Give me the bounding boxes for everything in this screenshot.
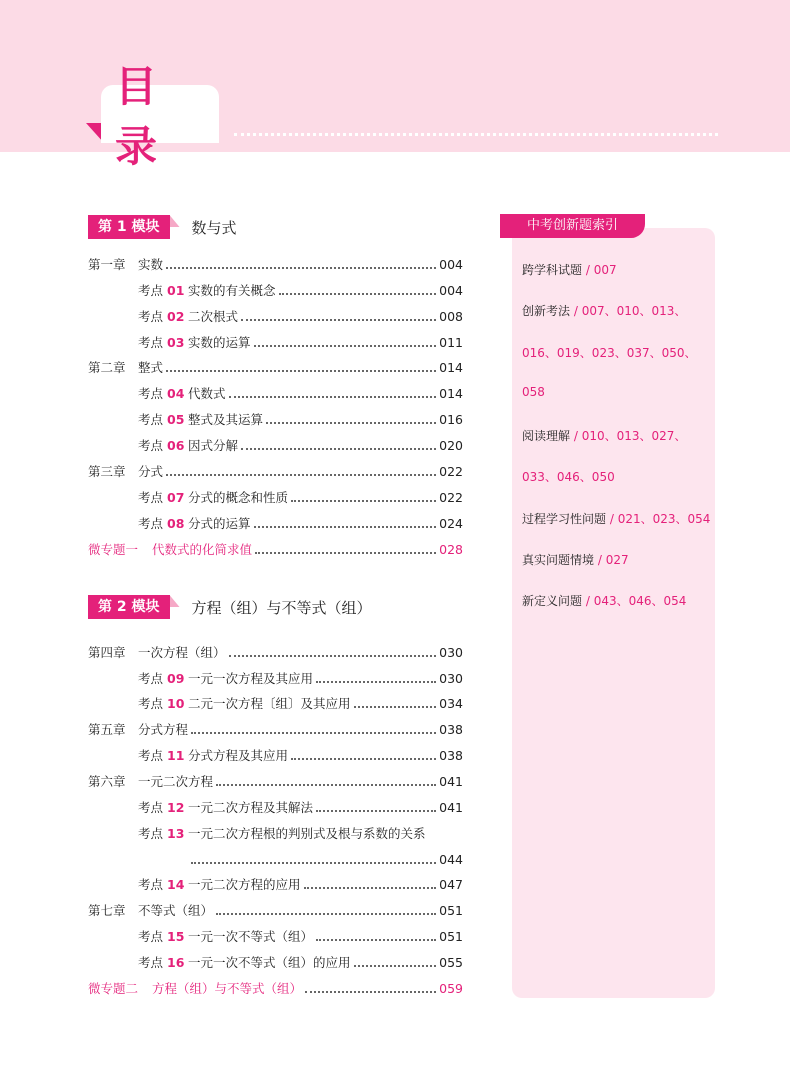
kaodian-label: 考点 08 [138,516,185,531]
leader-dots [354,957,437,967]
page-number: 014 [439,385,463,401]
leader-dots [191,854,436,864]
leader-dots [166,259,436,269]
page-number: 011 [439,334,463,350]
kaodian-number: 14 [167,877,185,892]
leader-dots [291,492,436,502]
special-topic-label: 微专题二 [88,981,139,996]
page-number: 044 [439,851,463,867]
toc-entry[interactable] [138,384,463,402]
kaodian-number: 03 [167,335,185,350]
page-number: 004 [439,256,463,272]
kaodian-title: 因式分解 [188,438,239,453]
toc-entry[interactable] [138,333,463,351]
page-number: 055 [439,954,463,970]
kaodian-number: 11 [167,748,185,763]
chapter-number: 第三章 [88,464,126,479]
index-pages: / 027 [594,553,629,567]
module-title: 数与式 [191,218,237,237]
toc-entry[interactable] [138,953,463,971]
toc-entry[interactable] [138,410,463,428]
kaodian-number: 13 [167,826,185,841]
page-number: 034 [439,695,463,711]
kaodian-number: 15 [167,929,185,944]
toc-entry[interactable] [138,488,463,506]
kaodian-title: 分式方程及其应用 [188,748,289,763]
chapter-title: 整式 [138,360,164,375]
page-number: 030 [439,644,463,660]
kaodian-title: 实数的有关概念 [188,283,276,298]
toc-entry[interactable] [138,798,463,816]
toc-entry[interactable] [138,694,463,712]
leader-dots [241,440,436,450]
index-label: 过程学习性问题 [522,512,607,526]
leader-dots [255,544,436,554]
kaodian-title: 分式的运算 [188,516,251,531]
leader-dots [216,905,436,915]
kaodian-label: 考点 02 [138,309,185,324]
index-item[interactable] [522,261,617,278]
chapter-title: 不等式（组） [138,903,214,918]
page-number: 051 [439,902,463,918]
kaodian-label: 考点 11 [138,748,185,763]
kaodian-number: 06 [167,438,185,453]
chapter-title: 实数 [138,257,164,272]
toc-entry[interactable] [138,875,463,893]
kaodian-title: 一元二次方程的应用 [188,877,301,892]
chapter-title: 一元二次方程 [138,774,214,789]
module-badge: 第 1 模块 [88,215,170,239]
toc-entry[interactable] [88,540,463,558]
kaodian-number: 08 [167,516,185,531]
kaodian-label: 考点 14 [138,877,185,892]
kaodian-number: 04 [167,386,185,401]
kaodian-title: 一元二次方程根的判别式及根与系数的关系 [188,826,426,841]
toc-entry[interactable] [88,462,463,480]
kaodian-number: 12 [167,800,185,815]
page-number: 047 [439,876,463,892]
kaodian-label: 考点 15 [138,929,185,944]
leader-dots [316,931,436,941]
leader-dots [229,647,437,657]
kaodian-label: 考点 10 [138,696,185,711]
toc-entry[interactable] [188,850,463,868]
page-number: 022 [439,463,463,479]
index-pages: 033、046、050 [522,470,615,484]
leader-dots [254,337,437,347]
kaodian-label: 考点 06 [138,438,185,453]
module-1-header [88,214,237,240]
index-pages: / 021、023、054 [606,512,711,526]
kaodian-label: 考点 01 [138,283,185,298]
toc-entry[interactable] [138,514,463,532]
chapter-title: 分式 [138,464,164,479]
leader-dots [166,466,436,476]
kaodian-label: 考点 03 [138,335,185,350]
module-title: 方程（组）与不等式（组） [191,598,372,617]
page-number: 038 [439,721,463,737]
index-badge: 中考创新题索引 [500,214,645,238]
index-item[interactable] [522,551,629,568]
index-pages: / 007、010、013、 [570,304,687,318]
page-number: 004 [439,282,463,298]
chapter-number: 第一章 [88,257,126,272]
page-number: 020 [439,437,463,453]
page-number: 041 [439,799,463,815]
leader-dots [291,750,436,760]
toc-entry[interactable] [138,824,463,842]
leader-dots [354,698,437,708]
toc-entry[interactable] [88,720,463,738]
title-dotted-line [234,133,718,136]
page-number: 016 [439,411,463,427]
special-topic-title: 代数式的化简求值 [152,542,253,557]
kaodian-label: 考点 04 [138,386,185,401]
kaodian-title: 二次根式 [188,309,239,324]
chapter-number: 第四章 [88,645,126,660]
page-number: 024 [439,515,463,531]
special-topic-label: 微专题一 [88,542,139,557]
chapter-number: 第二章 [88,360,126,375]
page-number: 008 [439,308,463,324]
leader-dots [266,414,436,424]
page-number: 014 [439,359,463,375]
kaodian-label: 考点 07 [138,490,185,505]
kaodian-title: 一元一次不等式（组）的应用 [188,955,351,970]
index-label: 阅读理解 [522,429,571,443]
index-item[interactable] [522,510,710,527]
index-label: 真实问题情境 [522,553,595,567]
index-item[interactable] [522,427,686,444]
kaodian-title: 代数式 [188,386,226,401]
toc-entry[interactable] [138,927,463,945]
leader-dots [191,724,436,734]
kaodian-title: 分式的概念和性质 [188,490,289,505]
leader-dots [316,673,436,683]
module-badge: 第 2 模块 [88,595,170,619]
index-item[interactable] [522,468,615,485]
kaodian-number: 10 [167,696,185,711]
index-item[interactable] [522,302,686,319]
kaodian-label: 考点 05 [138,412,185,427]
index-item[interactable] [522,592,686,609]
toc-entry[interactable] [88,358,463,376]
kaodian-label: 考点 09 [138,671,185,686]
module-2-header [88,594,372,620]
toc-entry[interactable] [88,901,463,919]
leader-dots [316,802,436,812]
toc-entry[interactable] [138,669,463,687]
page-number: 059 [439,980,463,996]
leader-dots [279,285,437,295]
index-item[interactable] [522,385,545,399]
leader-dots [305,983,436,993]
leader-dots [304,879,437,889]
kaodian-number: 09 [167,671,185,686]
leader-dots [229,388,437,398]
toc-entry[interactable] [88,979,463,997]
special-topic-title: 方程（组）与不等式（组） [152,981,303,996]
toc-entry[interactable] [138,746,463,764]
index-label: 新定义问题 [522,594,583,608]
page-number: 028 [439,541,463,557]
toc-entry[interactable] [138,281,463,299]
page-number: 030 [439,670,463,686]
chapter-title: 分式方程 [138,722,189,737]
leader-dots [254,518,437,528]
index-pages: / 007 [582,263,617,277]
index-pages: / 043、046、054 [582,594,687,608]
chapter-number: 第七章 [88,903,126,918]
toc-entry[interactable] [88,772,463,790]
kaodian-title: 一元一次方程及其应用 [188,671,314,686]
title-box [101,62,219,171]
toc-entry[interactable] [88,643,463,661]
chapter-title: 一次方程（组） [138,645,226,660]
kaodian-number: 05 [167,412,185,427]
page-number: 041 [439,773,463,789]
kaodian-label: 考点 13 [138,826,185,841]
kaodian-number: 01 [167,283,185,298]
chapter-number: 第六章 [88,774,126,789]
kaodian-label: 考点 16 [138,955,185,970]
index-label: 创新考法 [522,304,571,318]
kaodian-title: 一元一次不等式（组） [188,929,314,944]
page-number: 038 [439,747,463,763]
toc-entry[interactable] [138,307,463,325]
page-number: 022 [439,489,463,505]
index-label: 跨学科试题 [522,263,583,277]
kaodian-title: 整式及其运算 [188,412,264,427]
chapter-number: 第五章 [88,722,126,737]
kaodian-label: 考点 12 [138,800,185,815]
kaodian-number: 07 [167,490,185,505]
kaodian-title: 二元一次方程〔组〕及其应用 [188,696,351,711]
index-pages: / 010、013、027、 [570,429,687,443]
toc-entry[interactable] [138,436,463,454]
kaodian-title: 一元二次方程及其解法 [188,800,314,815]
leader-dots [166,362,436,372]
kaodian-title: 实数的运算 [188,335,251,350]
index-item[interactable] [522,344,697,361]
page-number: 051 [439,928,463,944]
leader-dots [241,311,436,321]
kaodian-number: 16 [167,955,185,970]
index-pages: 058 [522,385,545,399]
kaodian-number: 02 [167,309,185,324]
index-pages: 016、019、023、037、050、 [522,346,697,360]
page-title: 目 录 [115,62,172,171]
toc-entry[interactable] [88,255,463,273]
leader-dots [216,776,436,786]
